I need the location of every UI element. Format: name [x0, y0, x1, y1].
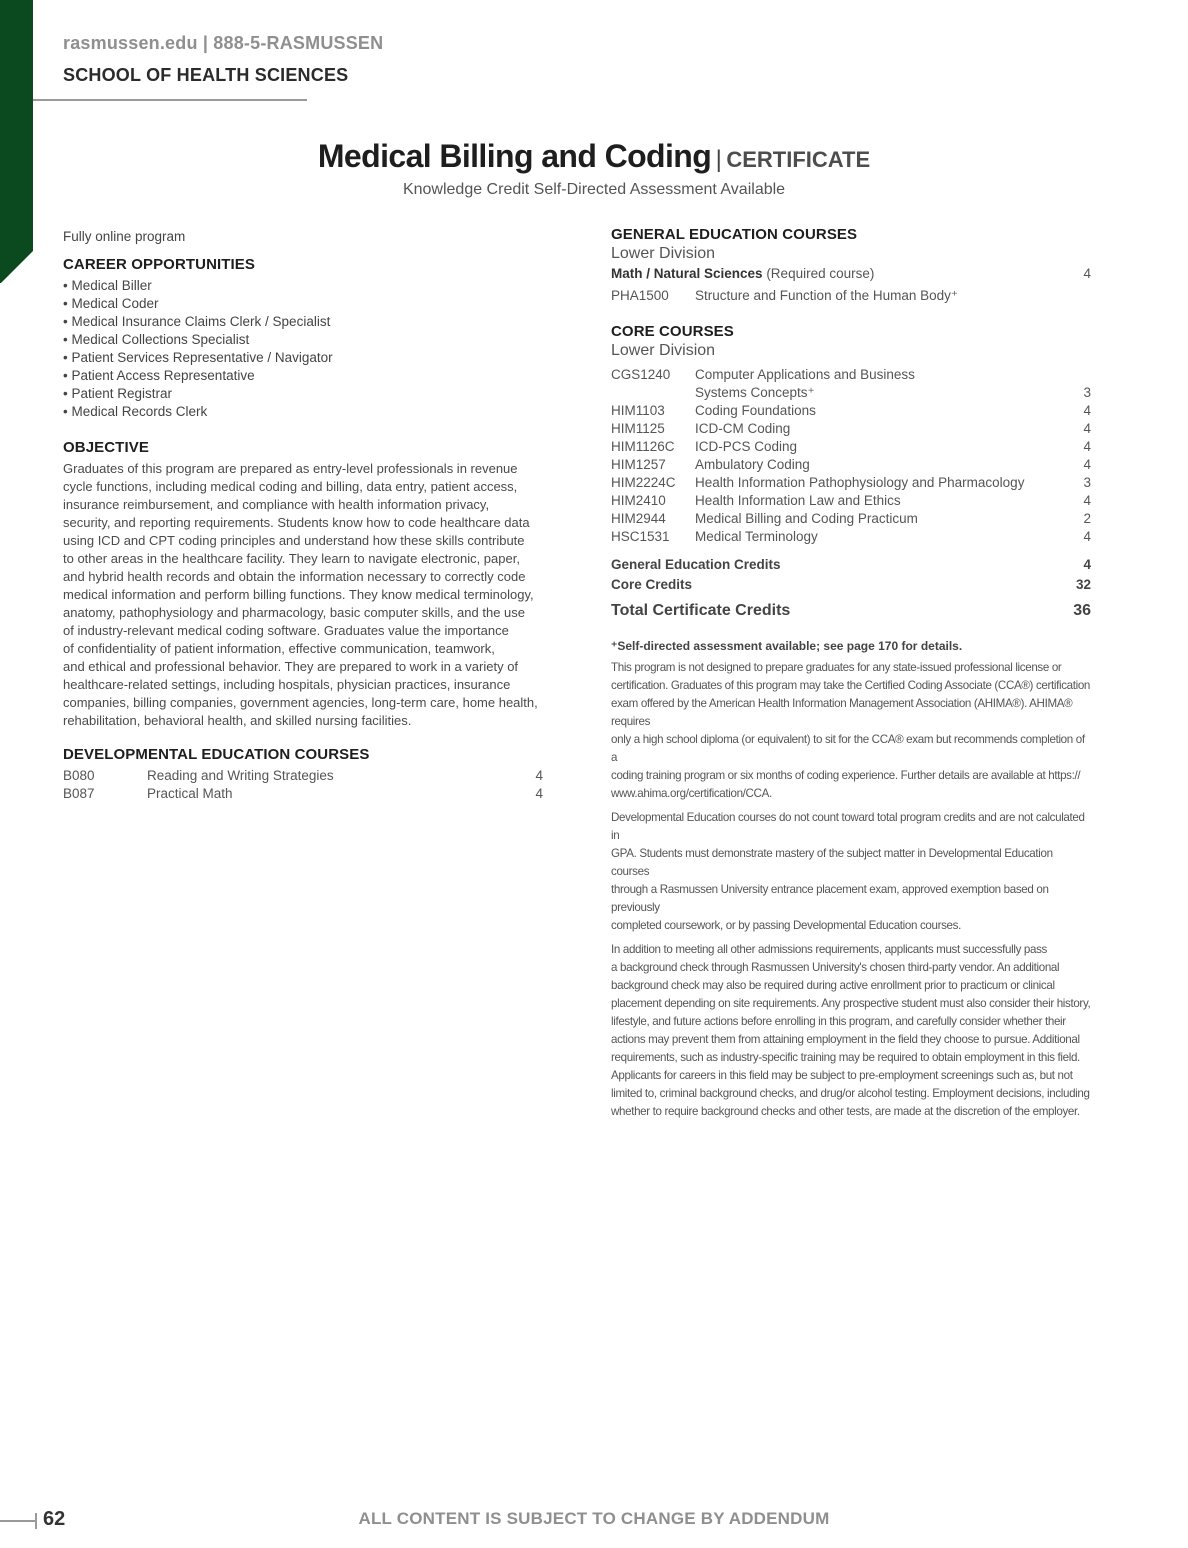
course-code: CGS1240 — [611, 367, 671, 382]
notice-line: placement depending on site requirements. Any prospective student must also consider their history, — [611, 997, 1091, 1010]
course-credits: 4 — [1083, 403, 1091, 418]
course-credits: 4 — [1083, 529, 1091, 544]
course-credits: 4 — [535, 768, 543, 783]
course-name: Medical Billing and Coding Practicum — [695, 511, 918, 526]
title-separator: | — [715, 146, 722, 173]
notice-line: requirements, such as industry-specific training may be required to obtain employment in this field. — [611, 1051, 1080, 1064]
total-credits-row — [611, 599, 1091, 623]
page-title — [0, 138, 1188, 175]
career-item: • Patient Registrar — [63, 385, 573, 403]
objective-line: security, and reporting requirements. Students know how to code healthcare data — [63, 515, 530, 530]
footer-notice: ALL CONTENT IS SUBJECT TO CHANGE BY ADDENDUM — [358, 1509, 830, 1528]
core-heading: CORE COURSES — [611, 323, 734, 340]
gen-ed-credits-value: 4 — [1083, 557, 1091, 572]
notice-line: through a Rasmussen University entrance placement exam, approved exemption based on previously — [611, 883, 1049, 914]
dev-heading: DEVELOPMENTAL EDUCATION COURSES — [63, 746, 370, 763]
licensure-notice — [611, 659, 1091, 803]
course-row — [611, 420, 1091, 438]
header-divider — [33, 99, 307, 101]
course-row — [63, 767, 543, 785]
course-name: Structure and Function of the Human Body⁺ — [695, 288, 959, 303]
notice-line: Developmental Education courses do not count toward total program credits and are not calculated in — [611, 811, 1085, 842]
course-credits: 4 — [1083, 421, 1091, 436]
gen-ed-category-credits: 4 — [1083, 266, 1091, 281]
course-code: HIM1103 — [611, 403, 665, 418]
objective-text — [63, 460, 573, 730]
notice-line: Applicants for careers in this field may be subject to pre-employment screenings such as, but not — [611, 1069, 1073, 1082]
notice-line: only a high school diploma (or equivalent) to sit for the CCA® exam but recommends completion of a — [611, 733, 1085, 764]
career-item: • Patient Access Representative — [63, 367, 573, 385]
page-subtitle: Knowledge Credit Self-Directed Assessment Available — [402, 181, 786, 198]
objective-line: to other areas in the healthcare facility. They learn to navigate electronic, paper, — [63, 551, 520, 566]
objective-line: and hybrid health records and obtain the information necessary to correctly code — [63, 569, 526, 584]
notice-line: completed coursework, or by passing Developmental Education courses. — [611, 919, 961, 932]
core-credits-label: Core Credits — [611, 577, 693, 592]
gen-ed-credits-label: General Education Credits — [611, 557, 781, 572]
course-row — [611, 402, 1091, 420]
gen-ed-category — [611, 265, 1091, 283]
program-format: Fully online program — [63, 229, 186, 244]
course-credits: 3 — [1083, 475, 1091, 490]
objective-line: using ICD and CPT coding principles and understand how these skills contribute — [63, 533, 525, 548]
notice-line: limited to, criminal background checks, and drug/or alcohol testing. Employment decisions, including — [611, 1087, 1090, 1100]
objective-line: healthcare-related settings, including hospitals, physician practices, insurance — [63, 677, 511, 692]
course-name: Practical Math — [147, 786, 233, 801]
objective-line: anatomy, pathophysiology and pharmacology, basic computer skills, and the use — [63, 605, 526, 620]
course-row — [611, 366, 1091, 384]
self-directed-footnote: ⁺Self-directed assessment available; see page 170 for details. — [611, 639, 963, 653]
right-column — [611, 226, 1091, 1121]
notice-line: a background check through Rasmussen University's chosen third-party vendor. An additional — [611, 961, 1060, 974]
course-row — [611, 287, 1091, 305]
objective-line: insurance reimbursement, and compliance with health information privacy, — [63, 497, 490, 512]
course-name: Coding Foundations — [695, 403, 816, 418]
course-code: HIM1125 — [611, 421, 665, 436]
objective-heading: OBJECTIVE — [63, 439, 149, 456]
gen-ed-category-name: Math / Natural Sciences — [611, 266, 763, 281]
course-row — [611, 474, 1091, 492]
career-item: • Medical Biller — [63, 277, 573, 295]
objective-line: rehabilitation, behavioral health, and skilled nursing facilities. — [63, 713, 412, 728]
course-code: HSC1531 — [611, 529, 670, 544]
course-credits: 2 — [1083, 511, 1091, 526]
total-credits-value: 36 — [1073, 602, 1091, 619]
notice-line: background check may also be required during active enrollment prior to practicum or clinical — [611, 979, 1055, 992]
gen-ed-category-note: (Required course) — [762, 266, 875, 281]
course-credits: 4 — [1083, 457, 1091, 472]
background-check-notice — [611, 941, 1091, 1121]
course-code: HIM2944 — [611, 511, 666, 526]
course-row — [611, 492, 1091, 510]
course-row — [63, 785, 543, 803]
course-code: B087 — [63, 786, 95, 801]
gen-ed-credits-row — [611, 555, 1091, 575]
header-contact: rasmussen.edu | 888-5-RASMUSSEN — [63, 33, 384, 53]
career-item: • Medical Collections Specialist — [63, 331, 573, 349]
course-code: HIM2224C — [611, 475, 676, 490]
objective-line: Graduates of this program are prepared as entry-level professionals in revenue — [63, 461, 518, 476]
developmental-notice — [611, 809, 1091, 935]
page-number: 62 — [43, 1508, 66, 1530]
course-code: HIM1257 — [611, 457, 666, 472]
objective-line: medical information and perform billing functions. They know medical terminology, — [63, 587, 534, 602]
course-credits: 4 — [1083, 439, 1091, 454]
course-name-continued: Systems Concepts⁺ — [695, 385, 815, 400]
notice-line: lifestyle, and future actions before enrolling in this program, and carefully consider whether their — [611, 1015, 1066, 1028]
course-name: Health Information Law and Ethics — [695, 493, 901, 508]
course-row — [611, 456, 1091, 474]
notice-line: whether to require background checks and other tests, are made at the discretion of the employer. — [611, 1105, 1080, 1118]
course-row — [611, 510, 1091, 528]
course-credits — [1061, 287, 1091, 305]
core-division: Lower Division — [611, 342, 716, 359]
course-code: HIM2410 — [611, 493, 666, 508]
course-name: Reading and Writing Strategies — [147, 768, 334, 783]
objective-line: companies, billing companies, government agencies, long-term care, home health, — [63, 695, 538, 710]
notice-line: GPA. Students must demonstrate mastery of the subject matter in Developmental Education courses — [611, 847, 1053, 878]
notice-line: In addition to meeting all other admissions requirements, applicants must successfully pass — [611, 943, 1047, 956]
course-credits: 4 — [535, 786, 543, 801]
left-column — [63, 228, 573, 803]
course-name: ICD-PCS Coding — [695, 439, 798, 454]
course-row — [611, 528, 1091, 546]
course-name: Health Information Pathophysiology and Pharmacology — [695, 475, 1025, 490]
notice-line: This program is not designed to prepare graduates for any state-issued professional license or — [611, 661, 1062, 674]
notice-line: www.ahima.org/certification/CCA. — [611, 787, 772, 800]
dev-course-list — [63, 767, 543, 803]
course-row-continued — [611, 384, 1091, 402]
course-credits: 4 — [1083, 493, 1091, 508]
career-item: • Medical Records Clerk — [63, 403, 573, 421]
course-name: Ambulatory Coding — [695, 457, 810, 472]
course-name: Medical Terminology — [695, 529, 818, 544]
course-code: B080 — [63, 768, 95, 783]
notice-line: actions may prevent them from attaining employment in the field they choose to pursue. Additional — [611, 1033, 1080, 1046]
objective-line: and ethical and professional behavior. They are prepared to work in a variety of — [63, 659, 519, 674]
notice-line: coding training program or six months of coding experience. Further details are available at https:// — [611, 769, 1081, 782]
total-credits-label: Total Certificate Credits — [611, 602, 791, 619]
objective-line: of industry-relevant medical coding software. Graduates value the importance — [63, 623, 509, 638]
course-code: HIM1126C — [611, 439, 675, 454]
gen-ed-division: Lower Division — [611, 245, 716, 262]
notice-line: certification. Graduates of this program may take the Certified Coding Associate (CCA®) certification — [611, 679, 1091, 692]
course-row — [611, 438, 1091, 456]
career-list — [63, 277, 573, 421]
objective-line: of confidentiality of patient information, effective communication, teamwork, — [63, 641, 495, 656]
notice-line: exam offered by the American Health Information Management Association (AHIMA®). AHIMA® requires — [611, 697, 1073, 728]
course-code: PHA1500 — [611, 288, 669, 303]
career-item: • Patient Services Representative / Navigator — [63, 349, 573, 367]
gen-ed-heading: GENERAL EDUCATION COURSES — [611, 226, 858, 243]
core-course-list — [611, 366, 1091, 546]
career-item: • Medical Coder — [63, 295, 573, 313]
course-credits: 3 — [1083, 385, 1091, 400]
core-credits-value: 32 — [1075, 577, 1091, 592]
header-school: SCHOOL OF HEALTH SCIENCES — [63, 65, 349, 85]
career-item: • Medical Insurance Claims Clerk / Specialist — [63, 313, 573, 331]
course-name: Computer Applications and Business — [695, 367, 915, 382]
program-type: CERTIFICATE — [726, 147, 871, 172]
career-heading: CAREER OPPORTUNITIES — [63, 256, 256, 273]
core-credits-row — [611, 575, 1091, 595]
program-name: Medical Billing and Coding — [317, 138, 712, 174]
objective-line: cycle functions, including medical coding and billing, data entry, patient access, — [63, 479, 518, 494]
course-name: ICD-CM Coding — [695, 421, 791, 436]
gen-ed-course-list — [611, 287, 1091, 305]
